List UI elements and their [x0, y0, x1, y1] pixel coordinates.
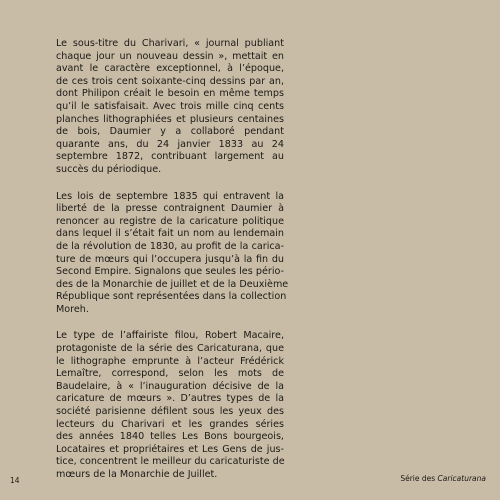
text-line: avant le caractère exceptionnel, à l’époque,	[56, 63, 284, 75]
text-line: chaque jour un nouveau dessin », mettait en	[56, 50, 284, 62]
text-line: planches lithographiées et plusieurs centaines	[56, 113, 284, 125]
text-line: qu’il le satisfaisait. Avec trois mille cinq cents	[56, 100, 284, 112]
text-line: caricature de mœurs ». D’autres types de la	[56, 393, 284, 405]
text-line: Le sous-titre du Charivari, « journal publiant	[56, 38, 284, 49]
text-line: Les lois de septembre 1835 qui entravent la	[56, 190, 284, 202]
text-line: septembre 1872, contribuant largement au	[56, 151, 284, 163]
text-line: Locataires et propriétaires et Les Gens de jus-	[56, 443, 284, 455]
text-line: de la révolution de 1830, au profit de la carica-	[56, 240, 284, 252]
text-line: liberté de la presse contraignent Daumier à	[56, 203, 284, 215]
text-line: Lemaître, correspond, selon les mots de	[56, 368, 284, 380]
text-line: de ces trois cent soixante-cinq dessins par an,	[56, 75, 284, 87]
text-line: des de la Monarchie de juillet et de la Deuxième	[56, 278, 289, 290]
running-footer	[400, 474, 486, 483]
text-line: dans lequel il s’était fait un nom au lendemain	[56, 228, 284, 240]
text-line: protagoniste de la série des Caricaturana, que	[56, 343, 284, 355]
paragraph-lois-1835	[56, 190, 289, 317]
text-line: tice, concentrent le meilleur du caricaturiste de	[56, 456, 285, 468]
paragraph-robert-macaire	[56, 330, 284, 481]
text-line: renoncer au registre de la caricature politique	[56, 215, 284, 227]
body-text	[56, 38, 289, 496]
text-line: de bois, Daumier y a collaboré pendant	[56, 126, 284, 138]
running-footer-prefix: Série des	[400, 474, 438, 483]
text-line: République sont représentées dans la collection	[56, 291, 287, 303]
text-line: Le type de l’affairiste filou, Robert Macaire,	[56, 330, 284, 342]
text-line: société parisienne défilent sous les yeux des	[56, 406, 284, 418]
text-line: Moreh.	[56, 303, 89, 315]
page-number: 14	[10, 476, 20, 485]
text-line: lecteurs du Charivari et les grandes séries	[56, 418, 284, 430]
paragraph-charivari	[56, 38, 284, 177]
text-line: Second Empire. Signalons que seules les pério-	[56, 266, 284, 278]
text-line: dont Philipon créait le besoin en même temps	[56, 88, 284, 100]
text-line: Baudelaire, à « l’inauguration décisive de la	[56, 380, 284, 392]
text-line: quarante ans, du 24 janvier 1833 au 24	[56, 138, 284, 150]
running-footer-series-title: Caricaturana	[437, 474, 486, 483]
text-line: mœurs de la Monarchie de Juillet.	[56, 469, 218, 480]
text-line: ture de mœurs qui l’occupera jusqu’à la fin du	[56, 253, 284, 265]
text-line: le lithographe emprunte à l’acteur Frédérick	[56, 355, 284, 367]
text-line: succès du périodique.	[56, 163, 162, 175]
text-line: des années 1840 telles Les Bons bourgeois,	[56, 431, 284, 443]
